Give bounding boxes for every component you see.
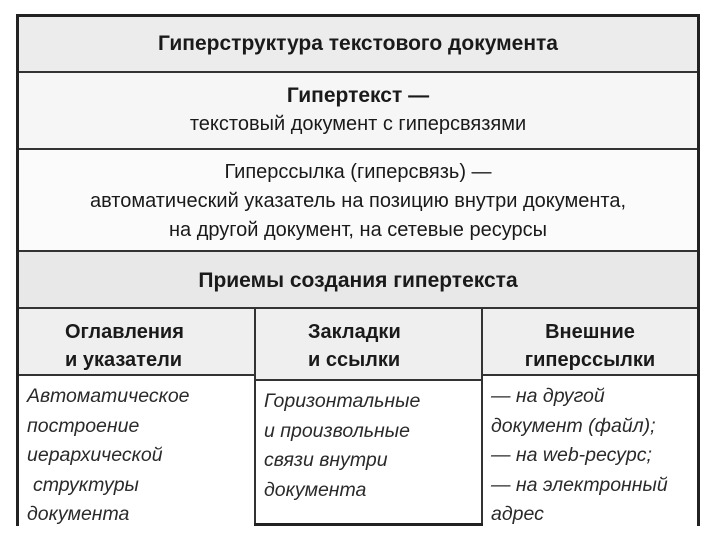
description-line: Горизонтальные bbox=[264, 390, 421, 412]
description-line: — на web-ресурс; bbox=[491, 444, 652, 466]
column-bookmarks-links bbox=[256, 309, 483, 523]
description-line: построение bbox=[27, 414, 140, 437]
description-line: адрес bbox=[491, 503, 544, 525]
description-line: структуры bbox=[33, 473, 139, 496]
column-heading bbox=[483, 309, 697, 376]
column-external-links bbox=[483, 309, 697, 523]
description-line: документа bbox=[264, 478, 367, 501]
column-heading bbox=[256, 309, 481, 381]
column-heading-line: Оглавления bbox=[65, 321, 184, 343]
description-line: документа bbox=[27, 503, 130, 525]
column-heading-line: Внешние bbox=[545, 321, 635, 343]
description-line: — на электронный bbox=[491, 473, 668, 496]
table-title: Гиперструктура текстового документа bbox=[158, 32, 558, 55]
methods-title: Приемы создания гипертекста bbox=[198, 269, 518, 292]
description-line: иерархической bbox=[27, 444, 163, 466]
hyperlink-definition-row bbox=[19, 150, 697, 252]
description-line: связи внутри bbox=[264, 449, 388, 471]
hyperlink-definition-line: автоматический указатель на позицию внутри документа, bbox=[89, 190, 627, 212]
description-line: Автоматическое bbox=[27, 385, 190, 407]
column-heading-line: и ссылки bbox=[308, 349, 401, 371]
column-description bbox=[256, 381, 481, 523]
hypertext-definition: текстовый документ с гиперсвязями bbox=[189, 113, 527, 135]
methods-title-row bbox=[19, 252, 697, 309]
hyperlink-term: Гиперссылка (гиперсвязь) — bbox=[224, 161, 492, 183]
column-description bbox=[19, 376, 254, 530]
hypertext-term: Гипертекст — bbox=[286, 84, 430, 107]
hypertext-definition-row bbox=[19, 73, 697, 150]
description-line: документ (файл); bbox=[491, 414, 656, 437]
hyperlink-definition-line: на другой документ, на сетевые ресурсы bbox=[169, 219, 547, 241]
column-description bbox=[483, 376, 697, 530]
column-heading-line: гиперссылки bbox=[524, 349, 656, 371]
column-toc-indexes bbox=[19, 309, 256, 523]
hyperstructure-table bbox=[16, 14, 700, 526]
description-line: и произвольные bbox=[264, 419, 410, 442]
description-line: — на другой bbox=[491, 385, 605, 407]
column-heading bbox=[19, 309, 254, 376]
table-header-row bbox=[19, 17, 697, 73]
methods-columns bbox=[19, 309, 697, 523]
column-heading-line: и указатели bbox=[65, 349, 183, 371]
column-heading-line: Закладки bbox=[308, 321, 401, 343]
